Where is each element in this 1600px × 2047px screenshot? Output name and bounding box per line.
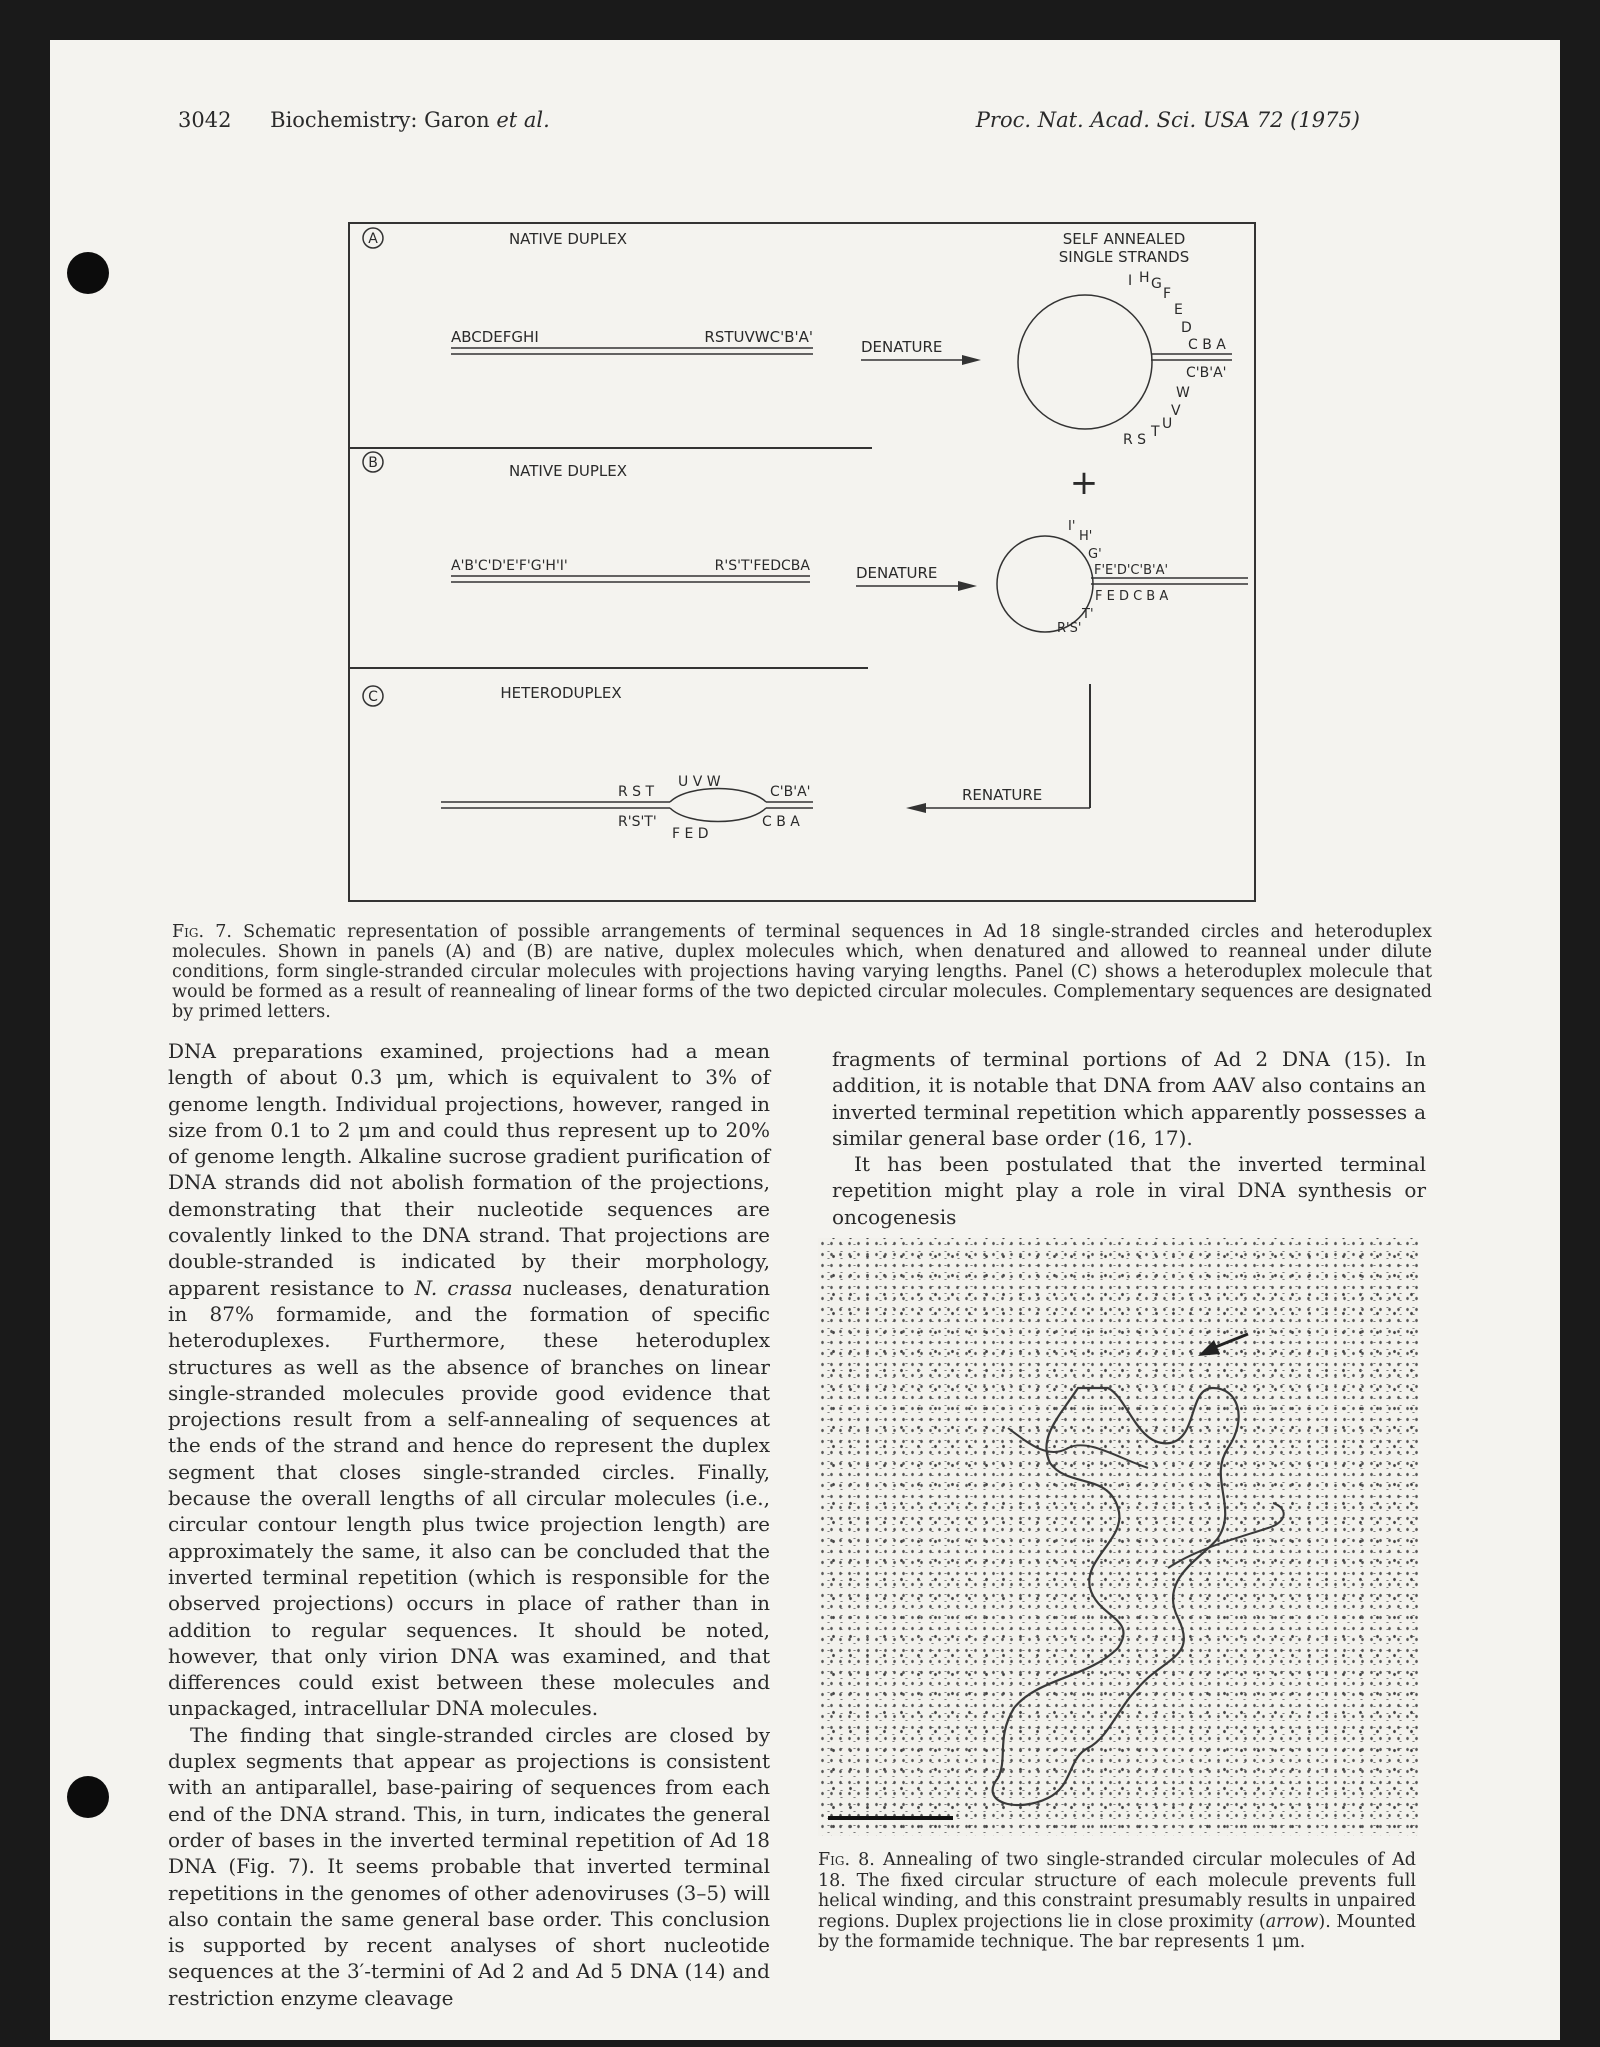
unpaired-loop: [670, 789, 766, 803]
figure-8-micrograph: [818, 1238, 1418, 1836]
circle-letter: I': [1068, 519, 1076, 534]
circle-letter: R'S': [1057, 621, 1082, 636]
hetero-top-right: C'B'A': [770, 784, 811, 800]
circle-letter: U: [1162, 416, 1173, 432]
panel-c-arrow-label: RENATURE: [962, 786, 1043, 804]
panel-a-strand-left: ABCDEFGHI: [451, 328, 539, 346]
unpaired-loop: [670, 808, 766, 822]
circle-letter: H': [1079, 529, 1093, 544]
panel-a-letter: A: [368, 231, 378, 247]
panel-b-strand-right: R'S'T'FEDCBA: [714, 558, 810, 574]
punch-hole: [67, 252, 109, 294]
panel-c-letter: C: [368, 689, 378, 705]
single-strand-circle: [1018, 295, 1152, 429]
figure-7-caption: [172, 922, 1432, 1022]
right-column: [832, 1046, 1426, 1230]
caption-text: Schematic representation of possible arrangements of terminal sequences in Ad 18 single-stranded circles and heteroduplex molecules. Shown in panels (A) and (B) are native, duplex molecules which, when denatured and allowed to reanneal under dilute conditions, form single-stranded circular molecules with projections having varying lengths. Panel (C) shows a heteroduplex molecule that would be formed as a result of reannealing of linear forms of the two depicted circular molecules. Complementary sequences are designated by primed letters.: [172, 922, 1432, 1022]
arrowhead-icon: [906, 803, 926, 813]
left-column: [168, 1038, 770, 2011]
circle-letter: R S: [1123, 432, 1147, 448]
panel-b-arrow-label: DENATURE: [856, 564, 938, 582]
caption-label: Fig. 7.: [172, 922, 232, 942]
hetero-top-mid: U V W: [678, 774, 721, 790]
page-number: 3042: [178, 108, 232, 132]
panel-b-letter: B: [368, 455, 378, 471]
hetero-bottom-right: C B A: [762, 814, 800, 830]
figure-7: [348, 222, 1256, 902]
panel-a-arrow-label: DENATURE: [861, 338, 943, 356]
caption-arrow-word: arrow: [1265, 1911, 1319, 1932]
circle-letter: T': [1082, 607, 1094, 622]
paragraph-text: nucleases, denaturation in 87% formamide, and the formation of specific heteroduplexes. Furthermore, these heteroduplex structures as well as the absence of branches on linear single-stranded molecules provide good evidence that projections result from a self-annealing of sequences at the ends of the strand and hence do represent the duplex segment that closes single-stranded circles. Finally, because the overall lengths of all circular molecules (i.e., circular contour length plus twice projection length) are approximately the same, it also can be concluded that the inverted terminal repetition (which is responsible for the observed projections) occurs in place of rather than in addition to regular sequences. It should be noted, however, that only virion DNA was examined, and that differences could exist between these molecules and unpackaged, intracellular DNA molecules.: [168, 1275, 771, 1721]
citation: Proc. Nat. Acad. Sci. USA 72 (1975): [975, 108, 1360, 132]
panel-b-title: NATIVE DUPLEX: [508, 462, 628, 480]
arrowhead-icon: [958, 581, 977, 591]
panel-a-result-title-1: SELF ANNEALED: [1062, 230, 1186, 248]
paragraph: fragments of terminal portions of Ad 2 DNA (15). In addition, it is notable that DNA from AAV also contains an inverted terminal repetition which apparently possesses a similar general base order (16, 17).: [832, 1047, 1426, 1150]
panel-a-title: NATIVE DUPLEX: [508, 230, 628, 248]
punch-hole: [67, 1776, 109, 1818]
caption-label: Fig. 8.: [818, 1850, 875, 1870]
species-name: N. crassa: [414, 1275, 513, 1300]
panel-a-strand-right: RSTUVWC'B'A': [704, 328, 813, 346]
paragraph: [168, 1038, 770, 1722]
author-suffix: et al.: [496, 108, 550, 132]
circle-letter: G': [1088, 547, 1102, 562]
paragraph-text: DNA preparations examined, projections had a mean length of about 0.3 μm, which is equivalent to 3% of genome length. Individual projections, however, ranged in size from 0.1 to 2 μm and could thus represent up to 20% of genome length. Alkaline sucrose gradient purification of DNA strands did not abolish formation of the projections, demonstrating that their nucleotide sequences are covalently linked to the DNA strand. That projections are double-stranded is indicated by their morphology, apparent resistance to: [168, 1039, 770, 1300]
paragraph: It has been postulated that the inverted terminal repetition might play a role in viral DNA synthesis or oncogenesis: [832, 1152, 1426, 1229]
circle-letter: F'E'D'C'B'A': [1094, 563, 1169, 578]
micrograph-overlay: [818, 1238, 1418, 1836]
panel-c-title: HETERODUPLEX: [500, 684, 622, 702]
circle-letter: V: [1171, 403, 1181, 419]
caption-text: ). Mounted by the formamide technique. The bar represents 1 μm.: [818, 1911, 1416, 1953]
circle-letter: D: [1181, 320, 1192, 336]
hetero-bottom-mid: F E D: [672, 826, 709, 842]
circle-letter: C B A: [1188, 337, 1226, 353]
journal-section: Biochemistry: Garon: [270, 108, 490, 132]
single-strand-circle: [997, 536, 1093, 632]
caption-text: Annealing of two single-stranded circular molecules of Ad 18. The fixed circular structure of each molecule prevents full helical winding, and this constraint presumably results in unpaired regions. Duplex projections lie in close proximity (: [818, 1850, 1416, 1932]
hetero-bottom-left: R'S'T': [618, 814, 657, 830]
dna-projection: [1008, 1428, 1284, 1568]
circle-letter: C'B'A': [1186, 365, 1227, 381]
figure-7-diagram: [348, 222, 1256, 902]
circle-letter: I: [1128, 273, 1133, 289]
plus-sign: +: [1069, 463, 1099, 503]
arrowhead-icon: [962, 355, 981, 365]
panel-a-result-title-2: SINGLE STRANDS: [1058, 248, 1190, 266]
dna-molecule: [993, 1388, 1239, 1805]
arrowhead-icon: [1198, 1340, 1220, 1356]
circle-letter: E: [1174, 302, 1183, 318]
circle-letter: F E D C B A: [1095, 589, 1169, 604]
hetero-top-left: R S T: [618, 784, 655, 800]
circle-letter: G: [1151, 276, 1162, 292]
panel-b-strand-left: A'B'C'D'E'F'G'H'I': [451, 558, 568, 574]
circle-letter: W: [1176, 385, 1190, 401]
circle-letter: H: [1139, 270, 1150, 286]
figure-8-caption: [818, 1850, 1416, 1953]
circle-letter: T: [1151, 424, 1160, 440]
paragraph: The finding that single-stranded circles are closed by duplex segments that appear as projections is consistent with an antiparallel, base-pairing of sequences from each end of the DNA strand. This, in turn, indicates the general order of bases in the inverted terminal repetition of Ad 18 DNA (Fig. 7). It seems probable that inverted terminal repetitions in the genomes of other adenoviruses (3–5) will also contain the same general base order. This conclusion is supported by recent analyses of short nucleotide sequences at the 3′-termini of Ad 2 and Ad 5 DNA (14) and restriction enzyme cleavage: [168, 1722, 770, 2010]
circle-letter: F: [1163, 286, 1172, 302]
